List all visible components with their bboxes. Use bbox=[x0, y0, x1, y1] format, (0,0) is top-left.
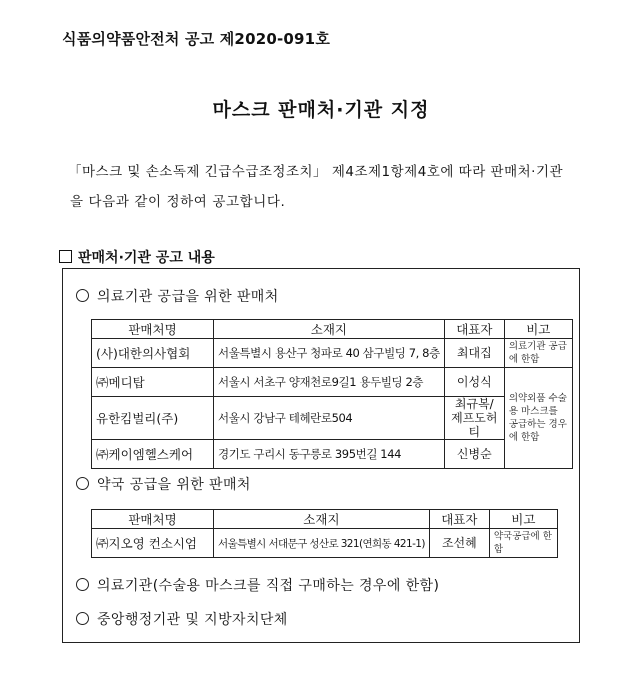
item-label: 의료기관 공급을 위한 판매처 bbox=[97, 289, 279, 305]
vendor-name: ㈜지오영 컨소시엄 bbox=[92, 529, 214, 558]
intro-paragraph bbox=[68, 157, 588, 217]
table-row bbox=[92, 440, 573, 469]
vendor-note: 약국공급에 한함 bbox=[489, 529, 557, 558]
vendor-name: ㈜케이엠헬스케어 bbox=[92, 440, 214, 469]
column-header: 소재지 bbox=[214, 320, 445, 339]
vendor-address: 서울특별시 서대문구 성산로 321(연희동 421-1) bbox=[214, 529, 430, 558]
vendor-address: 서울시 강남구 테헤란로504 bbox=[214, 397, 445, 440]
vendor-address: 서울특별시 용산구 청파로 40 삼구빌딩 7, 8층 bbox=[214, 339, 445, 368]
pharmacy-vendor-table bbox=[91, 509, 558, 558]
circle-bullet-icon bbox=[76, 578, 89, 591]
item-pharmacy-vendors bbox=[76, 474, 251, 494]
column-header: 비고 bbox=[504, 320, 572, 339]
table-header-row bbox=[92, 320, 573, 339]
table-header-row bbox=[92, 510, 558, 529]
square-bullet-icon bbox=[59, 250, 72, 263]
medical-vendor-table bbox=[91, 319, 573, 469]
section-heading bbox=[59, 247, 215, 267]
circle-bullet-icon bbox=[76, 477, 89, 490]
column-header: 대표자 bbox=[444, 320, 504, 339]
item-label: 중앙행정기관 및 지방자치단체 bbox=[97, 612, 288, 628]
vendor-representative: 최대집 bbox=[444, 339, 504, 368]
vendor-note: 의약외품 수술용 마스크를 공급하는 경우에 한함 bbox=[504, 368, 572, 469]
vendor-name: (사)대한의사협회 bbox=[92, 339, 214, 368]
item-medical-vendors bbox=[76, 286, 279, 306]
vendor-address: 서울시 서초구 양재천로9길1 용두빌딩 2층 bbox=[214, 368, 445, 397]
column-header: 비고 bbox=[489, 510, 557, 529]
column-header: 대표자 bbox=[429, 510, 489, 529]
column-header: 판매처명 bbox=[92, 320, 214, 339]
item-label: 의료기관(수술용 마스크를 직접 구매하는 경우에 한함) bbox=[97, 578, 440, 594]
vendor-address: 경기도 구리시 동구릉로 395번길 144 bbox=[214, 440, 445, 469]
section-heading-text: 판매처·기관 공고 내용 bbox=[78, 250, 215, 266]
intro-line-2: 을 다음과 같이 정하여 공고합니다. bbox=[70, 194, 286, 210]
item-label: 약국 공급을 위한 판매처 bbox=[97, 477, 251, 493]
table-row bbox=[92, 339, 573, 368]
item-medical-institutions bbox=[76, 575, 439, 595]
vendor-name: ㈜메디탑 bbox=[92, 368, 214, 397]
circle-bullet-icon bbox=[76, 289, 89, 302]
vendor-representative: 조선혜 bbox=[429, 529, 489, 558]
announcement-number: 식품의약품안전처 공고 제2020-091호 bbox=[62, 30, 331, 48]
circle-bullet-icon bbox=[76, 612, 89, 625]
document-title: 마스크 판매처·기관 지정 bbox=[212, 99, 430, 121]
column-header: 소재지 bbox=[214, 510, 430, 529]
table-row bbox=[92, 368, 573, 397]
vendor-representative: 신병순 bbox=[444, 440, 504, 469]
table-row bbox=[92, 397, 573, 440]
intro-line-1: 「마스크 및 손소독제 긴급수급조정조치」 제4조제1항제4호에 따라 판매처·기관 bbox=[68, 164, 564, 180]
column-header: 판매처명 bbox=[92, 510, 214, 529]
vendor-representative: 이성식 bbox=[444, 368, 504, 397]
table-row bbox=[92, 529, 558, 558]
vendor-representative: 최규복/ 제프도허티 bbox=[444, 397, 504, 440]
item-government-agencies bbox=[76, 609, 288, 629]
vendor-note: 의료기관 공급에 한함 bbox=[504, 339, 572, 368]
vendor-name: 유한킴벌리(주) bbox=[92, 397, 214, 440]
